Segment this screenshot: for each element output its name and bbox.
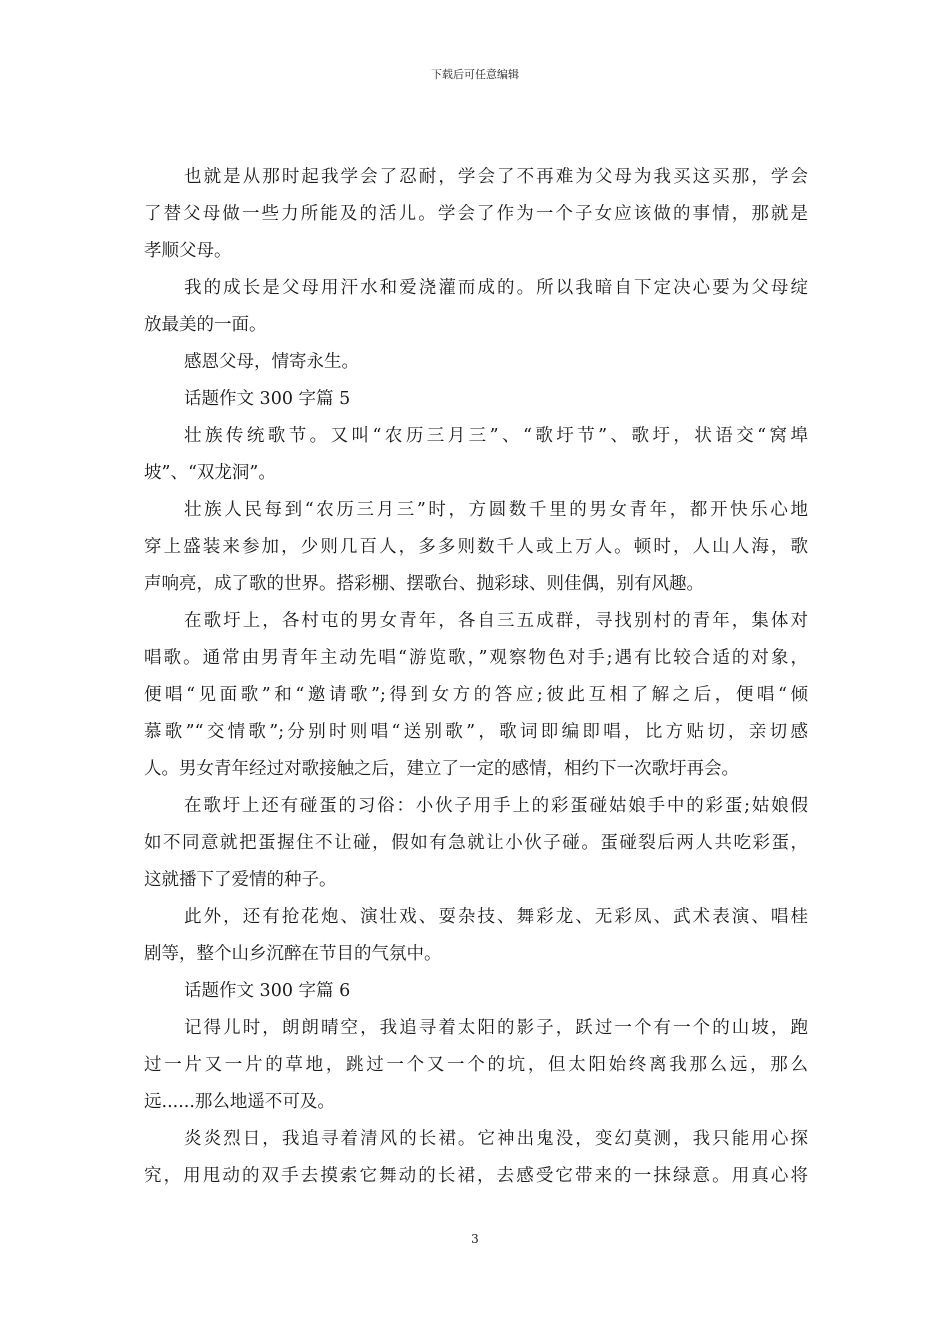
text-line: 如不同意就把蛋握住不让碰，假如有急就让小伙子碰。蛋碰裂后两人共吃彩蛋， (144, 833, 808, 853)
text-line: 慕歌”“交情歌”;分别时则唱“送别歌”，歌词即编即唱，比方贴切，亲切感 (144, 722, 808, 742)
text-line: 便唱“见面歌”和“邀请歌”;得到女方的答应;彼此互相了解之后，便唱“倾 (144, 685, 808, 705)
text-line: 也就是从那时起我学会了忍耐，学会了不再难为父母为我买这买那，学会 (184, 167, 808, 187)
text-line: 话题作文 300 字篇 5 (184, 389, 351, 409)
text-line: 我的成长是父母用汗水和爱浇灌而成的。所以我暗自下定决心要为父母绽 (184, 278, 808, 298)
text-line: 记得儿时，朗朗晴空，我追寻着太阳的影子，跃过一个有一个的山坡，跑 (184, 1018, 808, 1038)
text-line: 这就播下了爱情的种子。 (144, 870, 337, 890)
text-line: 壮族人民每到“农历三月三”时，方圆数千里的男女青年，都开快乐心地 (184, 500, 808, 520)
text-line: 究，用甩动的双手去摸索它舞动的长裙，去感受它带来的一抹绿意。用真心将 (144, 1166, 808, 1186)
text-line: 此外，还有抢花炮、演壮戏、耍杂技、舞彩龙、无彩凤、武术表演、唱桂 (184, 907, 808, 927)
text-line: 声响亮，成了歌的世界。搭彩棚、摆歌台、抛彩球、则佳偶，别有风趣。 (144, 574, 704, 594)
text-line: 炎炎烈日，我追寻着清风的长裙。它神出鬼没，变幻莫测，我只能用心探 (184, 1129, 808, 1149)
text-line: 坡”、“双龙洞”。 (144, 463, 276, 483)
text-line: 剧等，整个山乡沉醉在节目的气氛中。 (144, 944, 442, 964)
text-line: 过一片又一片的草地，跳过一个又一个的坑，但太阳始终离我那么远，那么 (144, 1055, 808, 1075)
text-line: 感恩父母，情寄永生。 (184, 352, 359, 372)
document-body (144, 159, 808, 1195)
page-header: 下载后可任意编辑 (431, 68, 519, 81)
text-line: 壮族传统歌节。又叫“农历三月三”、“歌圩节”、歌圩，状语交“窝埠 (184, 426, 808, 446)
text-line: 唱歌。通常由男青年主动先唱“游览歌，”观察物色对手;遇有比较合适的对象， (144, 648, 808, 668)
text-line: 话题作文 300 字篇 6 (184, 981, 351, 1001)
text-line: 放最美的一面。 (144, 315, 267, 335)
page-number: 3 (471, 1232, 479, 1246)
text-line: 远......那么地遥不可及。 (144, 1092, 335, 1112)
text-line: 穿上盛装来参加，少则几百人，多多则数千人或上万人。顿时，人山人海，歌 (144, 537, 808, 557)
text-line: 孝顺父母。 (144, 241, 232, 261)
text-line: 在歌圩上还有碰蛋的习俗：小伙子用手上的彩蛋碰姑娘手中的彩蛋;姑娘假 (184, 796, 808, 816)
text-line: 了替父母做一些力所能及的活儿。学会了作为一个子女应该做的事情，那就是 (144, 204, 808, 224)
text-line: 人。男女青年经过对歌接触之后，建立了一定的感情，相约下一次歌圩再会。 (144, 759, 739, 779)
text-line: 在歌圩上，各村屯的男女青年，各自三五成群，寻找别村的青年，集体对 (184, 611, 808, 631)
